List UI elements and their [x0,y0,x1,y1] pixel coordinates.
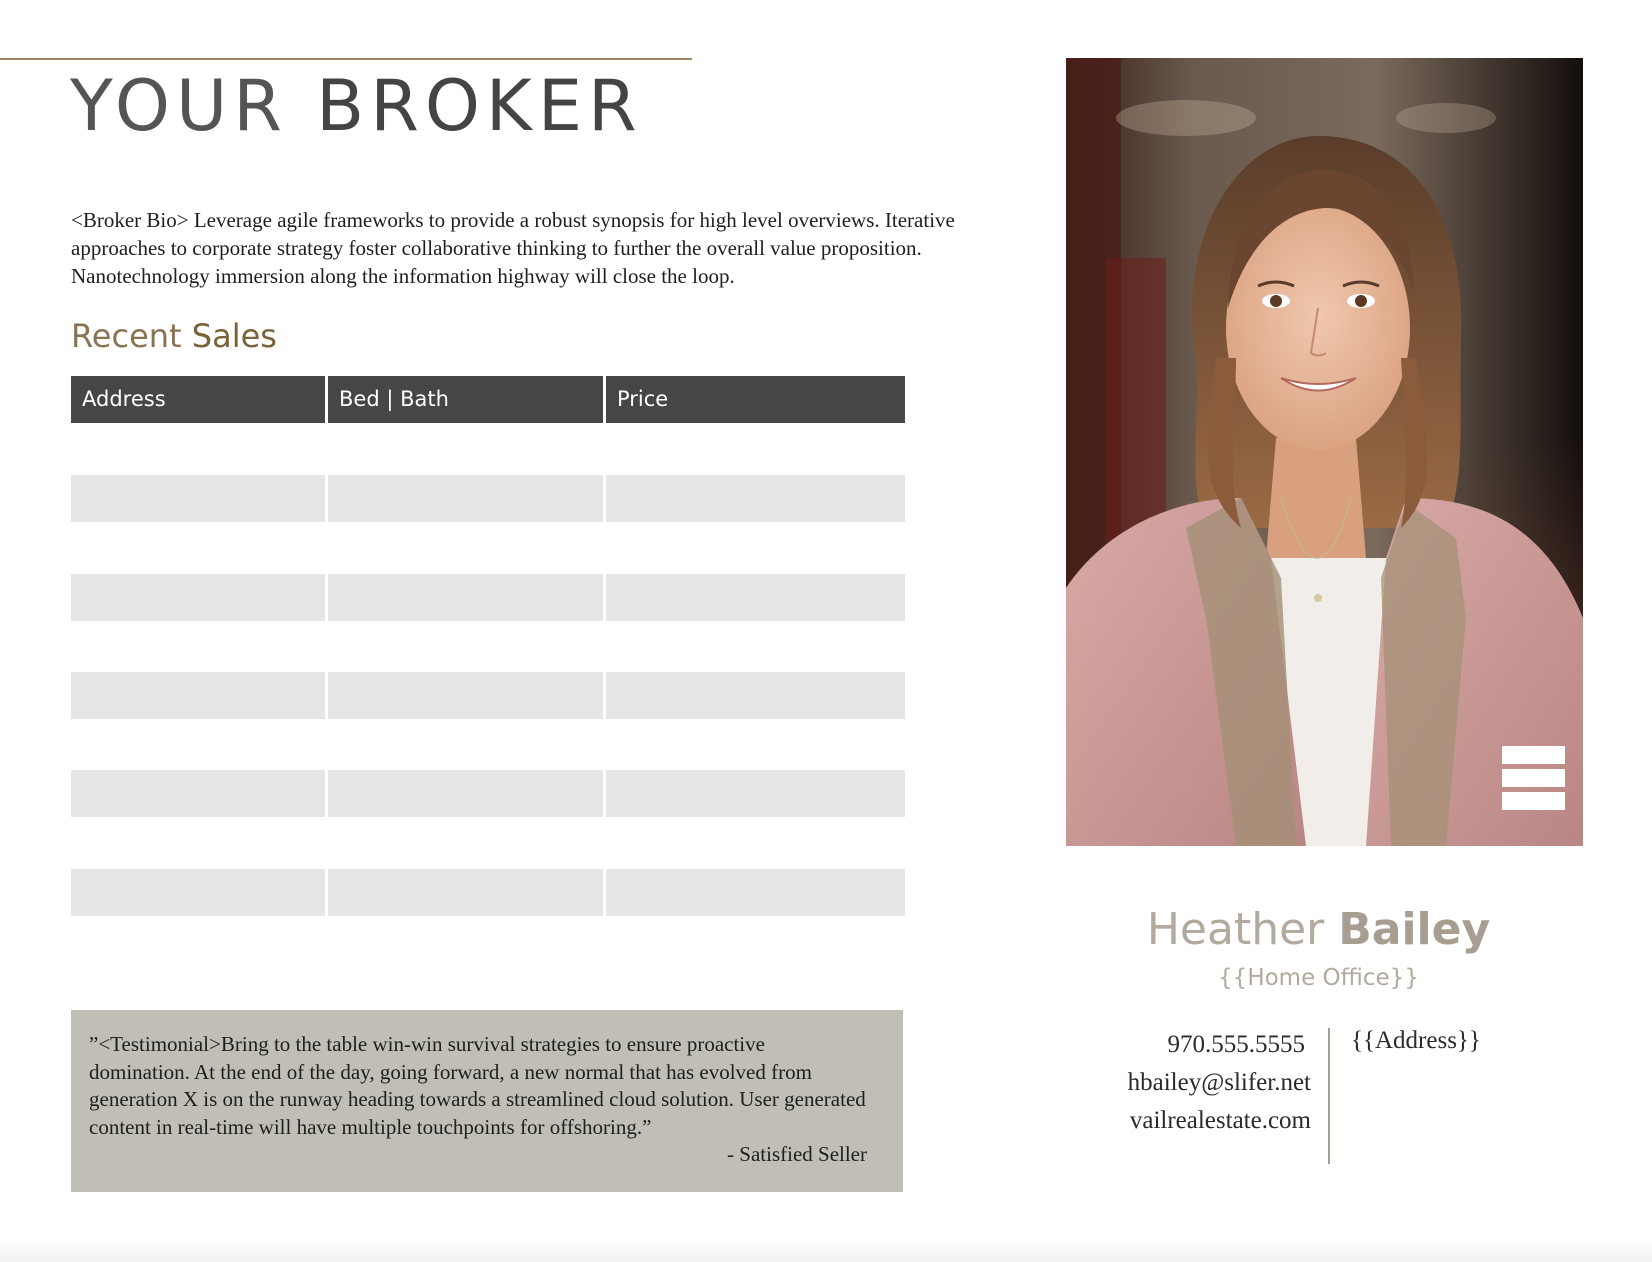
cell-bed-bath [328,426,603,473]
broker-bio: <Broker Bio> Leverage agile frameworks to provide a robust synopsis for high level overviews. Iterative approaches to corporate strategy foster collaborative thinking to further the overall value proposition. Nanotechnology immersion along the information highway will close the loop. [71,208,955,288]
cell-bed-bath [328,574,603,621]
cell-bed-bath [328,524,603,571]
cell-price [606,426,905,473]
contact-details [1066,1026,1311,1140]
broker-phone[interactable]: 970.555.5555 [1167,1031,1305,1058]
broker-address: {{Address}} [1351,1027,1481,1054]
table-row [71,721,905,768]
table-row [71,672,905,719]
recent-sales-heading-light: Recent [71,317,182,355]
table-row [71,819,905,866]
table-row [71,623,905,670]
column-header-price: Price [606,376,905,423]
table-row [71,770,905,817]
menu-icon[interactable] [1502,746,1565,810]
cell-address [71,819,325,866]
cell-price [606,869,905,916]
broker-photo [1066,58,1583,846]
contact-divider [1328,1028,1330,1164]
cell-address [71,475,325,522]
page-bottom-edge [0,1238,1652,1262]
table-header-row [71,376,905,423]
testimonial-box [71,1010,903,1192]
cell-bed-bath [328,623,603,670]
page-title-bold: BROKER [316,65,643,147]
cell-price [606,475,905,522]
testimonial-attribution: - Satisfied Seller [727,1142,867,1166]
broker-email[interactable]: hbailey@slifer.net [1127,1069,1311,1096]
menu-icon-bar [1502,746,1565,764]
recent-sales-heading-bold: Sales [191,317,277,355]
cell-price [606,574,905,621]
table-row [71,426,905,473]
cell-address [71,770,325,817]
cell-bed-bath [328,672,603,719]
cell-price [606,819,905,866]
page-title [70,66,643,146]
broker-website[interactable]: vailrealestate.com [1129,1107,1311,1134]
menu-icon-bar [1502,769,1565,787]
title-rule [0,58,692,60]
cell-address [71,672,325,719]
testimonial-text: ”<Testimonial>Bring to the table win-win survival strategies to ensure proactive domination. At the end of the day, going forward, a new normal that has evolved from generation X is on the runway heading towards a streamlined cloud solution. User generated content in real-time will have multiple touchpoints for offshoring.” [89,1032,866,1139]
recent-sales-heading [71,316,277,356]
cell-price [606,721,905,768]
cell-bed-bath [328,819,603,866]
cell-bed-bath [328,475,603,522]
page-title-light: YOUR [70,65,288,147]
column-header-address: Address [71,376,325,423]
broker-portrait-illustration [1066,58,1583,846]
cell-bed-bath [328,770,603,817]
cell-price [606,770,905,817]
broker-first-name: Heather [1146,904,1325,955]
broker-last-name: Bailey [1338,904,1491,955]
cell-address [71,574,325,621]
cell-address [71,623,325,670]
table-row [71,475,905,522]
cell-bed-bath [328,721,603,768]
cell-address [71,524,325,571]
cell-price [606,524,905,571]
cell-address [71,426,325,473]
table-row [71,574,905,621]
cell-price [606,623,905,670]
menu-icon-bar [1502,792,1565,810]
column-header-bed-bath: Bed | Bath [328,376,603,423]
cell-price [606,672,905,719]
table-row [71,869,905,916]
broker-name [1066,904,1571,956]
cell-bed-bath [328,869,603,916]
cell-address [71,869,325,916]
table-row [71,524,905,571]
broker-office: {{Home Office}} [1218,965,1419,991]
cell-address [71,721,325,768]
